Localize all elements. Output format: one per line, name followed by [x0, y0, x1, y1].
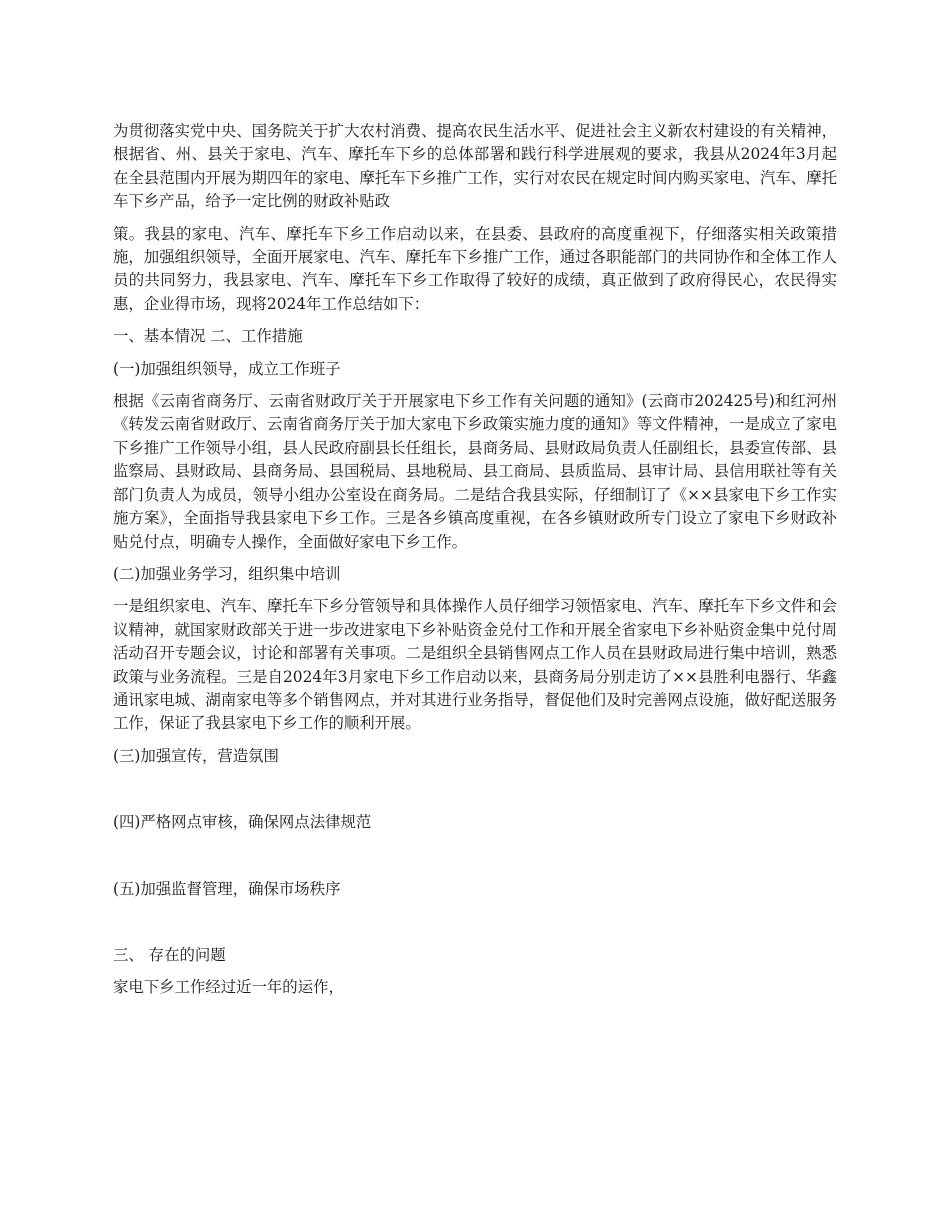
document-page: [113, 120, 837, 1009]
subsection-body-2: 一是组织家电、汽车、摩托车下乡分管领导和具体操作人员仔细学习领悟家电、汽车、摩托车下乡文件和会议精神，就国家财政部关于进一步改进家电下乡补贴资金兑付工作和开展全省家电下乡补贴资金集中兑付周活动召开专题会议，讨论和部署有关事项。二是组织全县销售网点工作人员在县财政局进行集中培训，熟悉政策与业务流程。三是自2024年3月家电下乡工作启动以来，县商务局分别走访了××县胜利电器行、华鑫通讯家电城、湖南家电等多个销售网点，并对其进行业务指导，督促他们及时完善网点设施，做好配送服务工作，保证了我县家电下乡工作的顺利开展。: [113, 597, 837, 733]
subsection-heading-1: (一)加强组织领导，成立工作班子: [113, 359, 341, 378]
subsection-heading-4: (四)严格网点审核，确保网点法律规范: [113, 813, 372, 832]
intro-paragraph: 为贯彻落实党中央、国务院关于扩大农村消费、提高农民生活水平、促进社会主义新农村建设的有关精神，根据省、州、县关于家电、汽车、摩托车下乡的总体部署和践行科学进展观的要求，我县从2024年3月起在全县范围内开展为期四年的家电、摩托车下乡推广工作，实行对农民在规定时间内购买家电、汽车、摩托车下乡产品，给予一定比例的财政补贴政: [113, 122, 837, 211]
subsection-body-1: 根据《云南省商务厅、云南省财政厅关于开展家电下乡工作有关问题的通知》(云商市202425号)和红河州《转发云南省财政厅、云南省商务厅关于加大家电下乡政策实施力度的通知》等文件精神，一是成立了家电下乡推广工作领导小组，县人民政府副县长任组长，县商务局、县财政局负责人任副组长，县委宣传部、县监察局、县财政局、县商务局、县国税局、县地税局、县工商局、县质监局、县审计局、县信用联社等有关部门负责人为成员，领导小组办公室设在商务局。二是结合我县实际，仔细制订了《××县家电下乡工作实施方案》，全面指导我县家电下乡工作。三是各乡镇高度重视，在各乡镇财政所专门设立了家电下乡财政补贴兑付点，明确专人操作，全面做好家电下乡工作。: [113, 392, 837, 551]
subsection-heading-2: (二)加强业务学习，组织集中培训: [113, 564, 341, 583]
intro-paragraph-continued: 策。我县的家电、汽车、摩托车下乡工作启动以来，在县委、县政府的高度重视下，仔细落实相关政策措施，加强组织领导，全面开展家电、汽车、摩托车下乡推广工作，通过各职能部门的共同协作和全体工作人员的共同努力，我县家电、汽车、摩托车下乡工作取得了较好的成绩，真正做到了政府得民心，农民得实惠，企业得市场，现将2024年工作总结如下：: [113, 224, 837, 313]
subsection-heading-5: (五)加强监督管理，确保市场秩序: [113, 879, 341, 898]
section-heading-overview: 一、基本情况 二、工作措施: [113, 327, 303, 346]
section-heading-problems: 三、 存在的问题: [113, 945, 226, 964]
subsection-heading-3: (三)加强宣传，营造氛围: [113, 746, 279, 765]
problems-body: 家电下乡工作经过近一年的运作，: [113, 978, 344, 997]
